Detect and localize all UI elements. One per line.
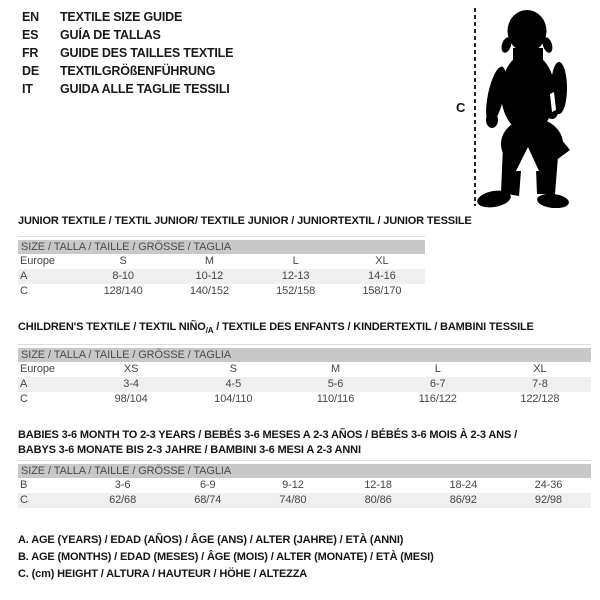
- language-code: FR: [22, 46, 39, 60]
- language-item-fr: [22, 44, 233, 62]
- language-label: TEXTILGRÖßENFÜHRUNG: [60, 64, 216, 78]
- value-cell: 122/128: [520, 393, 560, 405]
- table-row: [18, 269, 425, 284]
- table-row: [18, 493, 591, 508]
- babies-table-title: [18, 428, 517, 458]
- value-cell: 86/92: [449, 494, 477, 506]
- table-row: [18, 392, 591, 407]
- value-cell: 110/116: [316, 393, 355, 405]
- value-cell: 8-10: [112, 270, 134, 282]
- value-cell: M: [204, 255, 214, 267]
- babies-title-line1: BABIES 3-6 MONTH TO 2-3 YEARS / BEBÉS 3-6 MESES A 2-3 AÑOS / BÉBÉS 3-6 MOIS À 2-3 ANS /: [18, 429, 517, 441]
- children-title-part: CHILDREN'S TEXTILE / TEXTIL NIÑO: [18, 321, 206, 333]
- row-label-cell: C: [20, 285, 28, 297]
- value-cell: XS: [123, 363, 139, 375]
- babies-table: [18, 460, 591, 508]
- row-label-cell: C: [20, 494, 28, 506]
- value-cell: 10-12: [195, 270, 224, 282]
- row-label-cell: A: [20, 378, 28, 390]
- value-cell: 14-16: [368, 270, 396, 282]
- value-cell: L: [434, 363, 441, 375]
- language-item-it: [22, 80, 233, 98]
- value-cell: 6-9: [199, 479, 216, 491]
- size-header-row: SIZE / TALLA / TAILLE / GRÖSSE / TAGLIA: [18, 348, 591, 362]
- children-table-title: [18, 321, 534, 335]
- value-cell: 12-18: [364, 479, 392, 491]
- row-label-cell: A: [20, 270, 28, 282]
- language-item-en: [22, 8, 233, 26]
- legend-line-b: B. AGE (MONTHS) / EDAD (MESES) / ÂGE (MOIS) / ALTER (MONATE) / ETÀ (MESI): [18, 551, 434, 563]
- value-cell: 68/74: [194, 494, 222, 506]
- value-cell: M: [330, 363, 341, 375]
- table-top-border: [18, 344, 591, 345]
- children-table-rows: [18, 362, 591, 407]
- language-item-es: [22, 26, 233, 44]
- language-label: GUIDE DES TAILLES TEXTILE: [60, 46, 234, 60]
- junior-table: [18, 236, 425, 299]
- legend-line-c: C. (cm) HEIGHT / ALTURA / HAUTEUR / HÖHE / ALTEZZA: [18, 568, 308, 580]
- language-label: TEXTILE SIZE GUIDE: [60, 10, 183, 24]
- table-row: [18, 284, 425, 299]
- row-label-cell: B: [20, 479, 28, 491]
- baby-silhouette: [475, 8, 575, 208]
- table-row: [18, 362, 591, 377]
- babies-title-line2: BABYS 3-6 MONATE BIS 2-3 JAHRE / BAMBINI 3-6 MESI A 2-3 ANNI: [18, 444, 361, 456]
- value-cell: 104/110: [214, 393, 253, 405]
- value-cell: S: [229, 363, 237, 375]
- value-cell: 74/80: [279, 494, 307, 506]
- value-cell: 98/104: [114, 393, 148, 405]
- size-header-row: SIZE / TALLA / TAILLE / GRÖSSE / TAGLIA: [18, 464, 591, 478]
- value-cell: 158/170: [362, 285, 402, 297]
- value-cell: 4-5: [225, 378, 242, 390]
- value-cell: 12-13: [281, 270, 310, 282]
- value-cell: L: [292, 255, 299, 267]
- value-cell: 6-7: [429, 378, 446, 390]
- babies-table-rows: [18, 478, 591, 508]
- value-cell: 128/140: [103, 285, 143, 297]
- value-cell: 7-8: [532, 378, 548, 390]
- value-cell: S: [119, 255, 127, 267]
- children-title-sub: /A: [205, 326, 214, 336]
- language-label: GUÍA DE TALLAS: [60, 28, 161, 42]
- value-cell: 62/68: [109, 494, 137, 506]
- children-title-part: / TEXTILE DES ENFANTS / KINDERTEXTIL / BAMBINI TESSILE: [213, 321, 534, 333]
- junior-table-rows: [18, 254, 425, 299]
- language-list: [22, 8, 233, 98]
- value-cell: 5-6: [327, 378, 344, 390]
- legend: [18, 532, 434, 583]
- value-cell: 116/122: [418, 393, 457, 405]
- table-top-border: [18, 460, 591, 461]
- height-measure-label: C: [456, 100, 466, 115]
- row-label-cell: C: [20, 393, 28, 405]
- value-cell: 18-24: [449, 479, 478, 491]
- value-cell: XL: [375, 255, 389, 267]
- value-cell: 24-36: [534, 479, 563, 491]
- language-code: ES: [22, 28, 39, 42]
- value-cell: 3-6: [114, 479, 131, 491]
- language-code: DE: [22, 64, 39, 78]
- value-cell: 140/152: [189, 285, 229, 297]
- language-code: EN: [22, 10, 39, 24]
- value-cell: 92/98: [534, 494, 562, 506]
- table-row: [18, 377, 591, 392]
- children-table: [18, 344, 591, 407]
- language-item-de: [22, 62, 233, 80]
- size-header-row: SIZE / TALLA / TAILLE / GRÖSSE / TAGLIA: [18, 240, 425, 254]
- junior-table-title: JUNIOR TEXTILE / TEXTIL JUNIOR/ TEXTILE JUNIOR / JUNIORTEXTIL / JUNIOR TESSILE: [18, 215, 472, 227]
- table-row: [18, 254, 425, 269]
- row-label-cell: Europe: [20, 363, 55, 375]
- row-label-cell: Europe: [20, 255, 55, 267]
- language-label: GUIDA ALLE TAGLIE TESSILI: [60, 82, 230, 96]
- value-cell: 152/158: [276, 285, 316, 297]
- value-cell: 3-4: [123, 378, 139, 390]
- legend-line-a: A. AGE (YEARS) / EDAD (AÑOS) / ÂGE (ANS) / ALTER (JAHRE) / ETÀ (ANNI): [18, 534, 404, 546]
- table-row: [18, 478, 591, 493]
- language-code: IT: [22, 82, 33, 96]
- value-cell: 9-12: [282, 479, 304, 491]
- value-cell: XL: [533, 363, 547, 375]
- table-top-border: [18, 236, 425, 237]
- value-cell: 80/86: [364, 494, 392, 506]
